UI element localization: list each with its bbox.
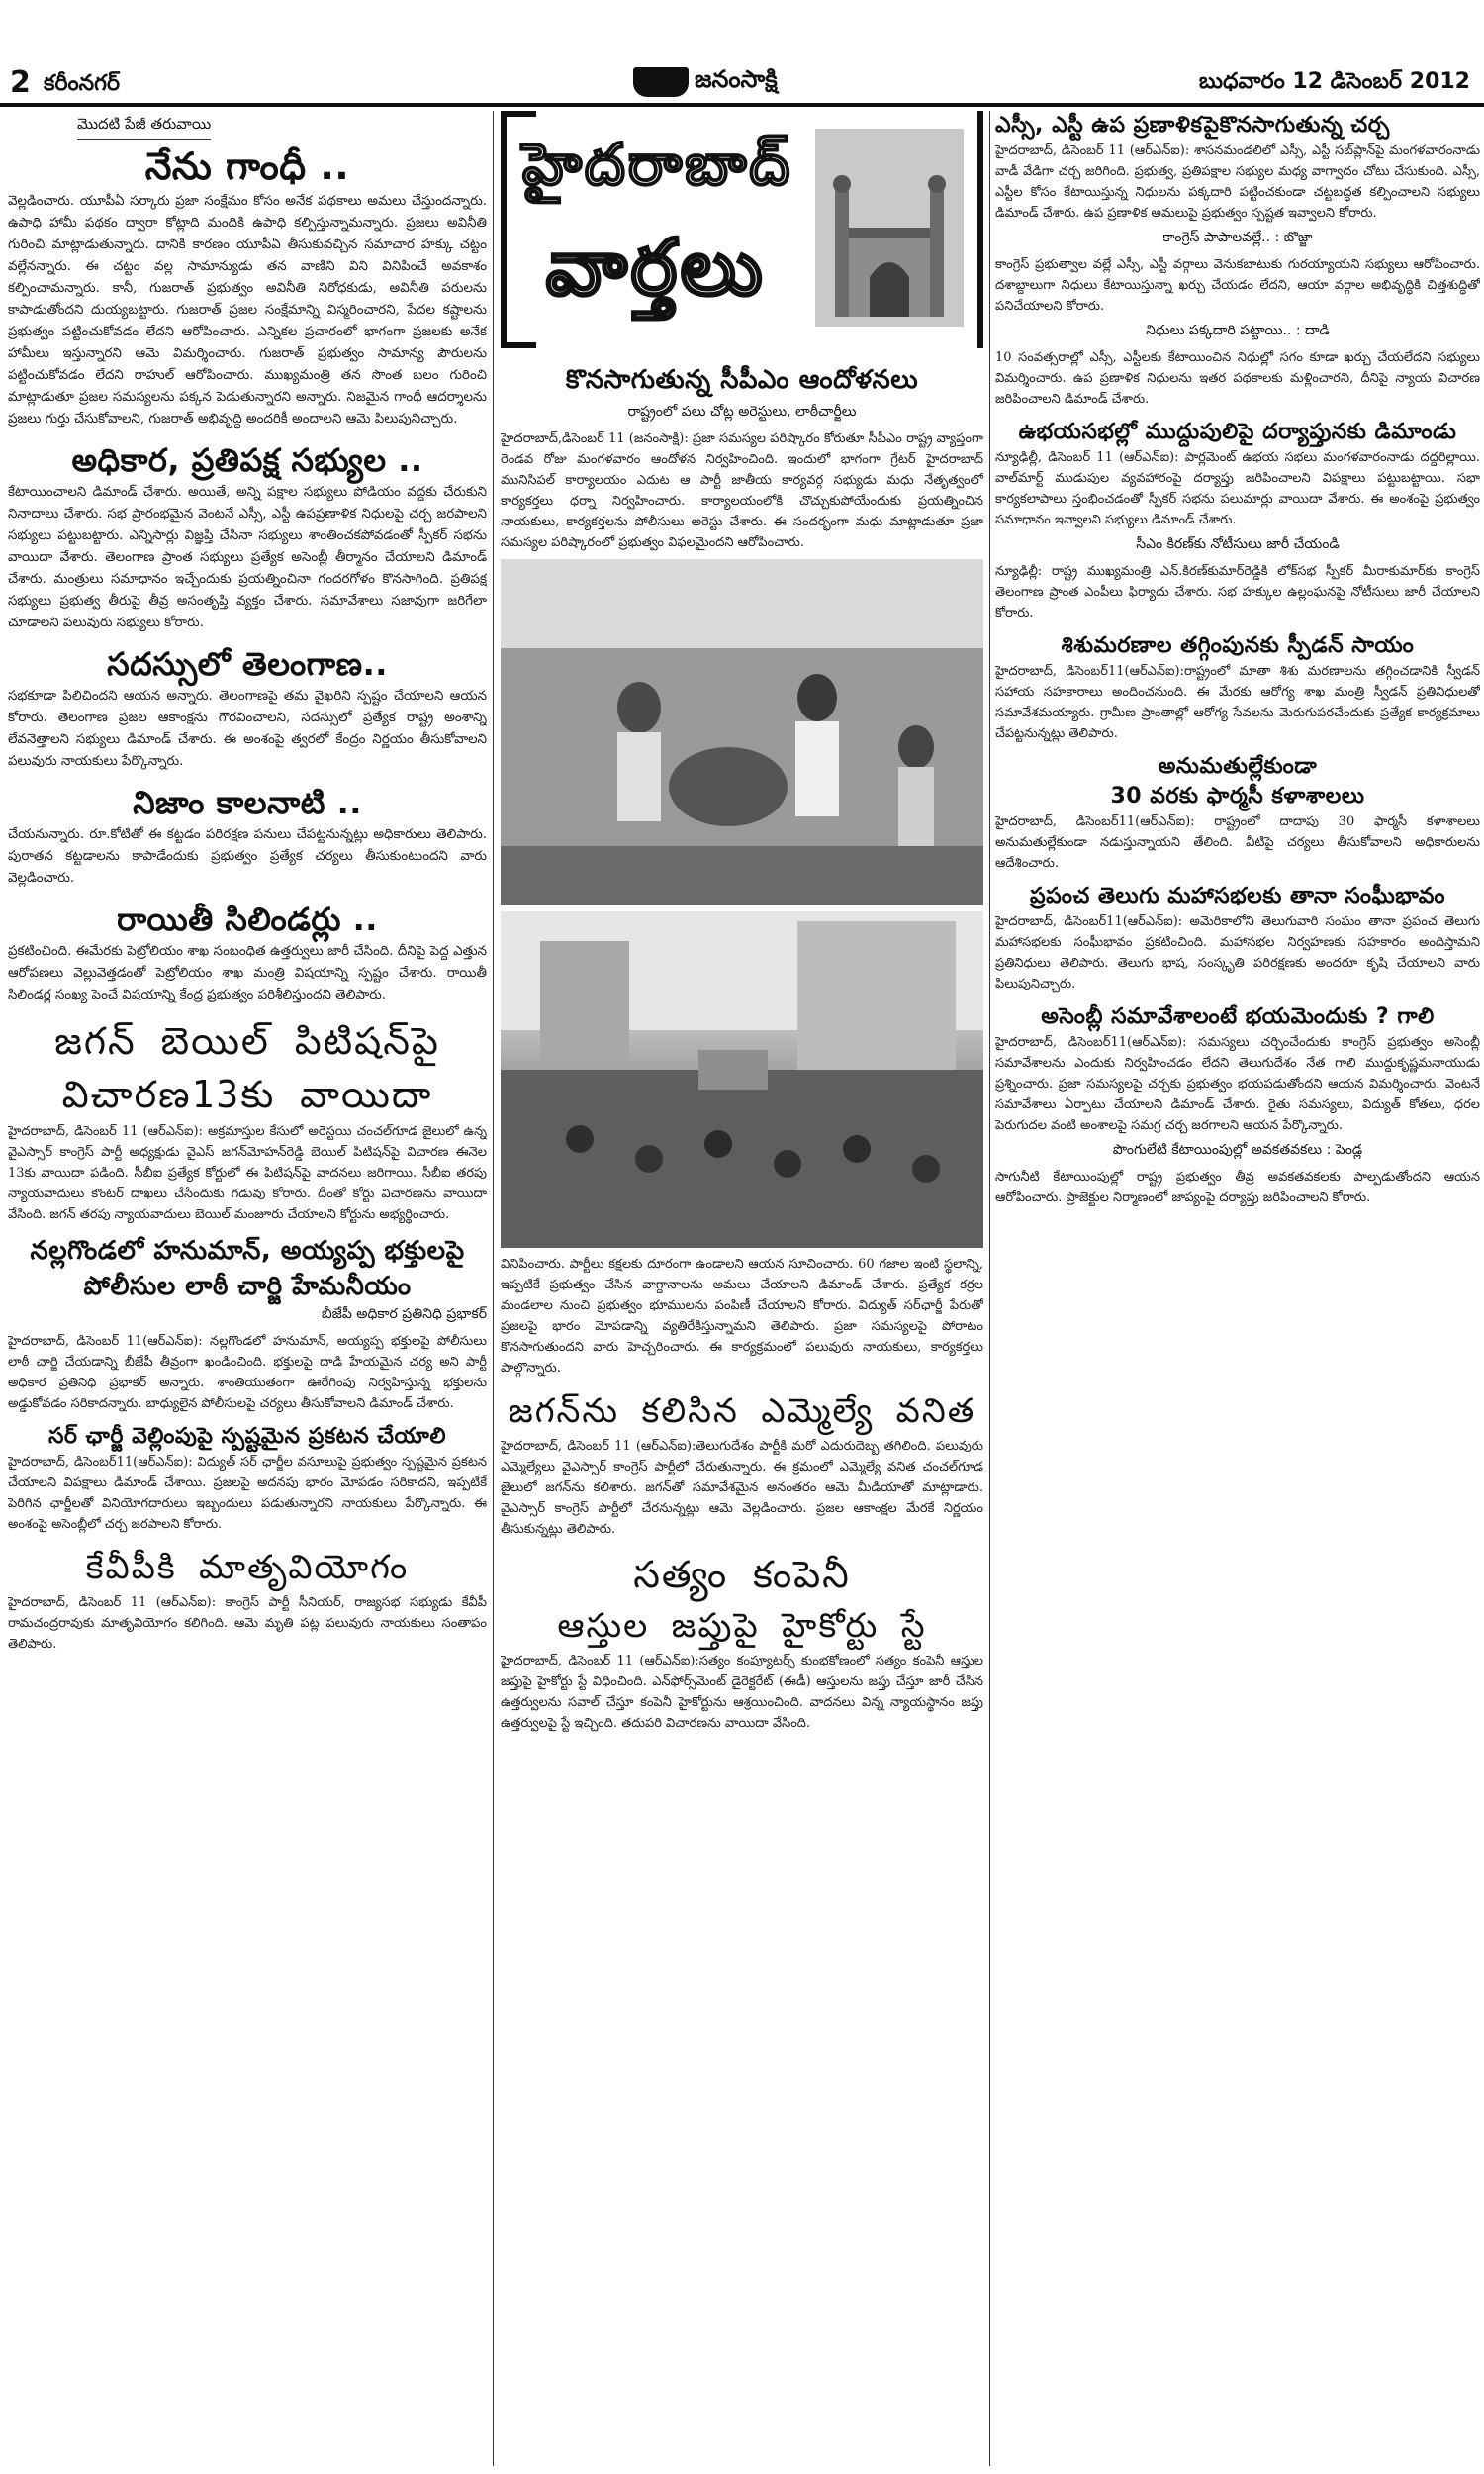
article-headline: నేను గాంధీ ..: [144, 144, 350, 188]
article-body: హైదరాబాద్, డిసెంబర్ 11 (ఆర్‌ఎన్‌ఐ): శాసనమండలిలో ఎస్సీ, ఎస్టీ సబ్‌ప్లాన్‌పై మంగళవారంనాడు వాడీ వేడిగా చర్చ జరిగింది. ప్రభుత్వ, ప్రతిపక్షాల సభ్యుల మధ్య వాగ్వాదం చోటు చేసుకుంది. ఎస్సీ, ఎస్టీల కోసం కేటాయిస్తున్న నిధులను పక్కదారి పట్టించకుండా చట్టబద్ధత కల్పించాలని సభ్యులు డిమాండ్ చేశారు. ఉప ప్రణాళిక అమలుపై ప్రభుత్వం స్పష్టత ఇవ్వాలని కోరారు.: [995, 143, 1480, 221]
article-body: హైదరాబాద్, డిసెంబర్ 11(ఆర్‌ఎన్‌ఐ): నల్లగొండలో హనుమాన్, అయ్యప్ప భక్తులపై పోలీసులు లాఠీ చార్జి చేయడాన్ని బీజేపీ తీవ్రంగా ఖండించింది. భక్తులపై దాడి హేయమైన చర్య అని పార్టీ అధికార ప్రతినిధి ప్రభాకర్ అన్నారు. శాంతియుతంగా ఊరేగింపు నిర్వహిస్తున్న భక్తులను అడ్డుకోవడం సరికాదన్నారు. బాధ్యులైన పోలీసులపై చర్యలు తీసుకోవాలని డిమాండ్ చేశారు.: [8, 1334, 487, 1411]
article-body: కాంగ్రెస్ ప్రభుత్వాల వల్లే ఎస్సీ, ఎస్టీ వర్గాలు వెనుకబాటుకు గురయ్యాయని సభ్యులు ఆరోపించారు. దశాబ్దాలుగా నిధులు కేటాయిస్తున్నా ఖర్చు చేయడం లేదని, ఆయా వర్గాల అభివృద్ధికి చిత్తశుద్ధితో పనిచేయాలని కోరారు.: [995, 257, 1480, 314]
logo-icon: [633, 67, 689, 97]
section-banner: [501, 111, 983, 348]
article-body: హైదరాబాద్, డిసెంబర్ 11 (ఆర్‌ఎన్‌ఐ):సత్యం కంప్యూటర్స్ కుంభకోణంలో సత్యం కంపెనీ ఆస్తుల జప్తుపై హైకోర్టు స్టే విధించింది. ఎన్‌ఫోర్స్‌మెంట్ డైరెక్టరేట్ (ఈడీ) ఆస్తులను జప్తు చేస్తూ జారీ చేసిన ఉత్తర్వులను సవాల్ చేస్తూ కంపెనీ హైకోర్టును ఆశ్రయించింది. వాదనలు విన్న న్యాయస్థానం జప్తు ఉత్తర్వులపై స్టే ఇచ్చింది. తదుపరి విచారణను వాయిదా వేసింది.: [501, 1654, 983, 1731]
article-body: హైదరాబాద్,డిసెంబర్ 11 (జనంసాక్షి): ప్రజా సమస్యల పరిష్కారం కోరుతూ సీపీఎం రాష్ట్ర వ్యాప్తంగా రెండవ రోజు మంగళవారం ఆందోళన నిర్వహించింది. ఇందులో భాగంగా గ్రేటర్ హైదరాబాద్ మునిసిపల్ కార్యాలయం ఎదుట ఆ పార్టీ జాతీయ కార్యవర్గ సభ్యుడు మధు నేతృత్వంలో కార్యకర్తలు ధర్నా నిర్వహించారు. కార్యాలయంలోకి చొచ్చుకుపోయేందుకు ప్రయత్నించిన నాయకులు, కార్యకర్తలను పోలీసులు అరెస్టు చేశారు. ఈ సందర్భంగా మధు మాట్లాడుతూ ప్రజా సమస్యల పరిష్కారంలో ప్రభుత్వం విఫలమైందని ఆరోపించారు.: [501, 431, 983, 550]
charminar-icon: [815, 129, 964, 327]
article-headline: కొనసాగుతున్న సీపీఎం ఆందోళనలు: [565, 365, 919, 395]
article-headline-line2: 30 వరకు ఫార్మసీ కళాశాలలు: [1110, 784, 1365, 809]
edition-city: కరీంనగర్: [44, 71, 121, 96]
masthead: [0, 0, 1484, 107]
left-column: [8, 111, 487, 2466]
header-rule: [0, 103, 1484, 107]
article-body: హైదరాబాద్, డిసెంబర్ 11 (ఆర్‌ఎన్‌ఐ): అక్రమాస్తుల కేసులో అరెస్టయి చంచల్‌గూడ జైలులో ఉన్న వైఎస్సార్ కాంగ్రెస్ పార్టీ అధ్యక్షుడు వైఎస్ జగన్‌మోహన్‌రెడ్డి బెయిల్ పిటిషన్‌పై విచారణ ఈనెల 13కు వాయిదా పడింది. సీబీఐ ప్రత్యేక కోర్టులో ఈ పిటిషన్‌పై వాదనలు జరిగాయి. సీబీఐ తరపు న్యాయవాదులు కౌంటర్ దాఖలు చేసేందుకు గడువు కోరారు. దీంతో కోర్టు విచారణను వాయిదా వేసింది. జగన్ తరపు న్యాయవాదులు బెయిల్ మంజూరు చేయాలని కోర్టును అభ్యర్థించారు.: [8, 1124, 487, 1222]
article-body: హైదరాబాద్, డిసెంబర్11(ఆర్‌ఎన్‌ఐ): సమస్యలు చర్చించేందుకు కాంగ్రెస్ ప్రభుత్వం అసెంబ్లీ సమావేశాలను ఎందుకు నిర్వహించడం లేదని తెలుగుదేశం నేత గాలి ముద్దుకృష్ణమనాయుడు ప్రశ్నించారు. ప్రజా సమస్యలపై చర్చకు ప్రభుత్వం భయపడుతోందని ఆయన విమర్శించారు. వెంటనే సమావేశాలు ఏర్పాటు చేయాలని డిమాండ్ చేశారు. రైతు సమస్యలు, విద్యుత్ కోతలు, ధరల పెరుగుదల వంటి అంశాలపై సమగ్ర చర్చ జరగాలని ఆయన పేర్కొన్నారు.: [995, 1035, 1480, 1133]
article-kicker: నిధులు పక్కదారి పట్టాయి.. : దాడి: [1146, 323, 1330, 338]
article-body: హైదరాబాద్, డిసెంబర్ 11 (ఆర్‌ఎన్‌ఐ):తెలుగుదేశం పార్టీకి మరో ఎదురుదెబ్బ తగిలింది. పలువురు ఎమ్మెల్యేలు వైఎస్సార్ కాంగ్రెస్ పార్టీలో చేరుతున్నారు. ఈ క్రమంలో ఎమ్మెల్యే వనిత చంచల్‌గూడ జైలులో జగన్‌ను కలిశారు. జగన్‌తో సమావేశమైన అనంతరం ఆమె మీడియాతో మాట్లాడారు. వైఎస్సార్ కాంగ్రెస్ పార్టీలో చేరనున్నట్లు ఆమె వెల్లడించారు. ప్రజల ఆకాంక్షల మేరకే నిర్ణయం తీసుకున్నట్లు తెలిపారు.: [501, 1439, 983, 1537]
right-column: [995, 111, 1480, 2466]
newspaper-logo: [633, 65, 861, 99]
article-body: హైదరాబాద్, డిసెంబర్11(ఆర్‌ఎన్‌ఐ): విద్యుత్ సర్ ఛార్జీల వసూలుపై ప్రభుత్వం స్పష్టమైన ప్రకటన చేయాలని విపక్షాలు డిమాండ్ చేశాయి. ప్రజలపై అదనపు భారం మోపడం సరికాదని, ఇప్పటికే పెరిగిన ఛార్జీలతో వినియోగదారులు ఇబ్బందులు పడుతున్నారని నాయకులు పేర్కొన్నారు. ఈ అంశంపై అసెంబ్లీలో చర్చ జరపాలని కోరారు.: [8, 1455, 487, 1532]
article-body: ప్రకటించింది. ఈమేరకు పెట్రోలియం శాఖ సంబంధిత ఉత్తర్వులు జారీ చేసింది. దీనిపై పెద్ద ఎత్తున ఆరోపణలు వెల్లువెత్తడంతో పెట్రోలియం శాఖ మంత్రి విషయాన్ని స్పష్టం చేశారు. రాయితీ సిలిండర్ల సంఖ్య పెంచే విషయాన్ని కేంద్ర ప్రభుత్వం పరిశీలిస్తుందని తెలిపారు.: [8, 944, 487, 1002]
article-headline: సదస్సులో తెలంగాణ..: [107, 645, 388, 683]
article-headline: నిజాం కాలనాటి ..: [133, 784, 362, 821]
article-body: న్యూఢిల్లీ, డిసెంబర్ 11 (ఆర్‌ఎన్‌ఐ): పార్లమెంట్ ఉభయ సభలు మంగళవారంనాడు దద్దరిల్లాయి. వాల్‌మార్ట్ ముడుపుల వ్యవహారంపై దర్యాప్తు జరిపించాలని విపక్షాలు పట్టుబట్టాయి. సభా కార్యకలాపాలు స్తంభించడంతో స్పీకర్ సభను పలుమార్లు వాయిదా వేశారు. ఈ అంశంపై ప్రభుత్వం సమాధానం ఇవ్వాలని సభ్యులు డిమాండ్ చేశారు.: [995, 450, 1480, 527]
logo-text: జనంసాక్షి: [695, 65, 778, 93]
column-divider: [493, 111, 494, 2466]
article-body: వెల్లడించారు. యూపీఏ సర్కారు ప్రజా సంక్షేమం కోసం అనేక పథకాలు అమలు చేస్తుందన్నారు. ఉపాధి హామీ పథకం ద్వారా కోట్లాది మందికి ఉపాధి కల్పిస్తున్నామన్నారు. ప్రజలు అవినీతి గురించి మాట్లాడుతున్నారు. దానికి కారణం యూపీఏ తీసుకువచ్చిన సమాచార హక్కు చట్టం వల్లేనన్నారు. ఈ చట్టం వల్ల సామాన్యుడు తన వాణిని విని వినిపించే అవకాశం కల్పించామన్నారు. కానీ, గుజరాత్ ప్రభుత్వం అవినీతి నిరోధకుడు, అవినీతి పరులను కాపాడుతోందని దుయ్యబట్టారు. గుజరాత్ ప్రజల సంక్షేమాన్ని విస్మరించారని, పేదల కష్టాలను ప్రభుత్వం పట్టించుకోవడం లేదని ఆరోపించారు. ఎన్నికల ప్రచారంలో భాగంగా ప్రజలకు అనేక హామీలు ఇస్తున్నారని ఆమె విమర్శించారు. గుజరాత్ ప్రభుత్వం సామాన్య పౌరులను పట్టించుకోవడం లేదని రాహుల్ ఆరోపించారు. ముఖ్యమంత్రి తన సొంత బలం గురించి మాట్లాడుతూ ప్రజల సమస్యలను పక్కన పెడుతున్నారని అన్నారు. నిజమైన గాంధీ ఆదర్శాలను ప్రజలు గుర్తు చేసుకోవాలని, గుజరాత్ అభివృద్ధి అందరికీ అందాలని ఆమె పిలుపునిచ్చారు.: [8, 194, 487, 427]
continued-kicker: మొదటి పేజీ తరువాయి: [77, 115, 211, 140]
banner-subtitle: వార్తలు: [546, 224, 767, 313]
article-headline: రాయితీ సిలిండర్లు ..: [117, 901, 378, 938]
street-rally-image: [501, 911, 983, 1248]
article-body: హైదరాబాద్, డిసెంబర్11(ఆర్‌ఎన్‌ఐ):రాష్ట్రంలో మాతా శిశు మరణాలను తగ్గించడానికి స్వీడన్ సహాయ సహకారాలు అందించనుంది. ఈ మేరకు ఆరోగ్య శాఖ మంత్రి స్వీడన్ ప్రతినిధులతో సమావేశమయ్యారు. గ్రామీణ ప్రాంతాల్లో ఆరోగ్య సేవలను మెరుగుపరచేందుకు ప్రత్యేక కార్యక్రమాలు చేపట్టనున్నట్లు తెలిపారు.: [995, 664, 1480, 741]
banner-title: హైదరాబాద్: [522, 131, 793, 198]
article-headline: అనుమతుల్లేకుండా: [1158, 754, 1318, 779]
article-headline-line2: ఆస్తుల జప్తుపై హైకోర్టు స్టే: [557, 1606, 927, 1646]
article-body: సభకూడా పిలిచిందని ఆయన అన్నారు. తెలంగాణపై తమ వైఖరిని స్పష్టం చేయాలని ఆయన కోరారు. తెలంగాణ ప్రజల ఆకాంక్షను గౌరవించాలని, సదస్సులో ప్రత్యేక రాష్ట్ర అంశాన్ని లేవనెత్తాలని సభ్యులు డిమాండ్ చేశారు. ఈ అంశంపై త్వరలో కేంద్రం నిర్ణయం తీసుకోవాలని పలువురు నాయకులు పేర్కొన్నారు.: [8, 689, 487, 769]
article-body: కేటాయించాలని డిమాండ్ చేశారు. అయితే, అన్ని పక్షాల సభ్యులు పోడియం వద్దకు చేరుకుని నినాదాలు చేశారు. సభ ప్రారంభమైన వెంటనే ఎస్సీ, ఎస్టీ ఉపప్రణాళిక నిధులపై చర్చ జరపాలని సభ్యులు పట్టుబట్టారు. ఎన్నిసార్లు విజ్ఞప్తి చేసినా సభ్యులు శాంతించకపోవడంతో స్పీకర్ సభను వాయిదా వేశారు. తెలంగాణ ప్రాంత సభ్యులు ప్రత్యేక అసెంబ్లీ తీర్మానం చేయాలని డిమాండ్ చేశారు. మంత్రులు సమాధానం ఇచ్చేందుకు ప్రయత్నించినా గందరగోళం కొనసాగింది. ప్రతిపక్ష సభ్యులు ప్రభుత్వ తీరుపై తీవ్ర అసంతృప్తి వ్యక్తం చేశారు. సమావేశాలు సజావుగా జరిగేలా చూడాలని పలువురు సభ్యులు కోరారు.: [8, 485, 487, 630]
page-number: 2: [10, 65, 31, 100]
police-scuffle-image: [501, 559, 983, 905]
article-body: చేయనున్నారు. రూ.కోటితో ఈ కట్టడం పరిరక్షణ పనులు చేపట్టనున్నట్లు అధికారులు తెలిపారు. పురాతన కట్టడాలను కాపాడేందుకు ప్రభుత్వం ప్రత్యేక చర్యలు తీసుకుంటుందని వారు వెల్లడించారు.: [8, 827, 487, 886]
article-kicker: కాంగ్రెస్ పాపాలవల్లే.. : బొజ్జా: [1162, 230, 1313, 245]
article-headline: ఎస్సీ, ఎస్టీ ఉప ప్రణాళికపైకొనసాగుతున్న చర్చ: [995, 113, 1390, 138]
article-body: హైదరాబాద్, డిసెంబర్ 11 (ఆర్‌ఎన్‌ఐ): కాంగ్రెస్ పార్టీ సీనియర్, రాజ్యసభ సభ్యుడు కేవీపీ రామచంద్రరావుకు మాతృవియోగం కలిగింది. ఆమె మృతి పట్ల పలువురు నాయకులు సంతాపం తెలిపారు.: [8, 1595, 487, 1652]
article-headline: సత్యం కంపెనీ: [633, 1553, 851, 1596]
article-headline: ప్రపంచ తెలుగు మహాసభలకు తానా సంఘీభావం: [1030, 884, 1445, 908]
article-headline: జగన్ బెయిల్ పిటిషన్‌పై: [54, 1019, 440, 1063]
protest-photo: [501, 559, 983, 905]
article-kicker: పొంగులేటి కేటాయింపుల్లో అవకతవకలు : పెండ్ల: [1112, 1142, 1363, 1158]
article-subhead: బీజేపీ అధికార ప్రతినిధి ప్రభాకర్: [321, 1306, 487, 1322]
article-headline: సర్ ఛార్జీ వెల్లింపుపై స్పష్టమైన ప్రకటన చేయాలి: [47, 1424, 446, 1449]
article-body: న్యూఢిల్లీ: రాష్ట్ర ముఖ్యమంత్రి ఎన్.కిరణ్‌కుమార్‌రెడ్డికి లోక్‌సభ స్పీకర్ మీరాకుమార్‌కు కాంగ్రెస్ తెలంగాణ ప్రాంత ఎంపీలు ఫిర్యాదు చేశారు. సభ హక్కుల ఉల్లంఘనపై నోటీసులు జారీ చేయాలని కోరారు.: [995, 564, 1480, 620]
article-headline: జగన్‌ను కలిసిన ఎమ్మెల్యే వనిత: [508, 1391, 976, 1431]
article-body: హైదరాబాద్, డిసెంబర్11(ఆర్‌ఎన్‌ఐ): రాష్ట్రంలో దాదాపు 30 ఫార్మసీ కళాశాలలు అనుమతుల్లేకుండా నడుస్తున్నాయని తేలింది. వీటిపై చర్యలు తీసుకోవాలని అధికారులను ఆదేశించారు.: [995, 814, 1480, 871]
article-body: 10 సంవత్సరాల్లో ఎస్సీ, ఎస్టీలకు కేటాయించిన నిధుల్లో సగం కూడా ఖర్చు చేయలేదని సభ్యులు విమర్శించారు. ఉప ప్రణాళిక నిధులను ఇతర పథకాలకు మళ్లించారని, దీనిపై న్యాయ విచారణ జరిపించాలని డిమాండ్ చేశారు.: [995, 350, 1480, 407]
issue-date: బుధవారం 12 డిసెంబర్ 2012: [1198, 69, 1470, 94]
article-headline: అధికార, ప్రతిపక్ష సభ్యుల ..: [71, 441, 423, 479]
article-kicker: సీఎం కిరణ్‌కు నోటీసులు జారీ చేయండి: [1136, 536, 1340, 552]
article-subhead: రాష్ట్రంలో పలు చోట్ల అరెస్టులు, లాఠీచార్జీలు: [627, 404, 857, 420]
article-headline: ఉభయసభల్లో ముద్దుపులిపై దర్యాప్తునకు డిమాండు: [1018, 420, 1457, 444]
article-headline: నల్లగొండలో హనుమాన్, అయ్యప్ప భక్తులపై: [30, 1236, 465, 1266]
article-body: హైదరాబాద్, డిసెంబర్11(ఆర్‌ఎన్‌ఐ): అమెరికాలోని తెలుగువారి సంఘం తానా ప్రపంచ తెలుగు మహాసభలకు సంఘీభావం ప్రకటించింది. మహాసభల నిర్వహణకు సహకారం అందిస్తామని ప్రతినిధులు తెలిపారు. తెలుగు భాష, సంస్కృతి పరిరక్షణకు అందరూ కృషి చేయాలని వారు పిలుపునిచ్చారు.: [995, 914, 1480, 992]
column-divider: [989, 111, 990, 2466]
article-headline: అసెంబ్లీ సమావేశాలంటే భయమెందుకు ? గాలి: [1041, 1004, 1435, 1029]
article-body: సాగునీటి కేటాయింపుల్లో రాష్ట్ర ప్రభుత్వం తీవ్ర అవకతవకలకు పాల్పడుతోందని ఆయన ఆరోపించారు. ప్రాజెక్టుల నిర్మాణంలో జాప్యంపై దర్యాప్తు జరిపించాలని కోరారు.: [995, 1170, 1480, 1205]
article-headline-line2: పోలీసుల లాఠీ చార్జి హేమనీయం: [83, 1272, 412, 1301]
middle-column: [501, 111, 983, 2466]
article-headline-line2: విచారణ13కు వాయిదా: [61, 1073, 433, 1116]
rally-photo: [501, 911, 983, 1248]
article-headline: కేవీపీకి మాతృవియోగం: [85, 1548, 410, 1587]
article-headline: శిశుమరణాల తగ్గింపునకు స్పీడన్ సాయం: [1061, 633, 1415, 658]
article-body: వినిపించారు. పార్టీలు కక్షలకు దూరంగా ఉండాలని ఆయన సూచించారు. 60 గజాల ఇంటి స్థలాన్ని, ఇప్పటికే ప్రభుత్వం చేసిన వాగ్దానాలను అమలు చేయాలని డిమాండ్ చేశారు. ప్రత్యేక కర్రల మండలాల నుంచి ప్రభుత్వం భూములను పంపిణీ చేయాలని కోరారు. విద్యుత్ సర్‌ఛార్జీ పేరుతో ప్రజలపై భారం మోపడాన్ని వ్యతిరేకిస్తున్నామని తెలిపారు. ప్రజా సమస్యలపై పోరాటం కొనసాగుతుందని వారు హెచ్చరించారు. ఈ కార్యక్రమంలో పలువురు నాయకులు, కార్యకర్తలు పాల్గొన్నారు.: [501, 1257, 983, 1376]
